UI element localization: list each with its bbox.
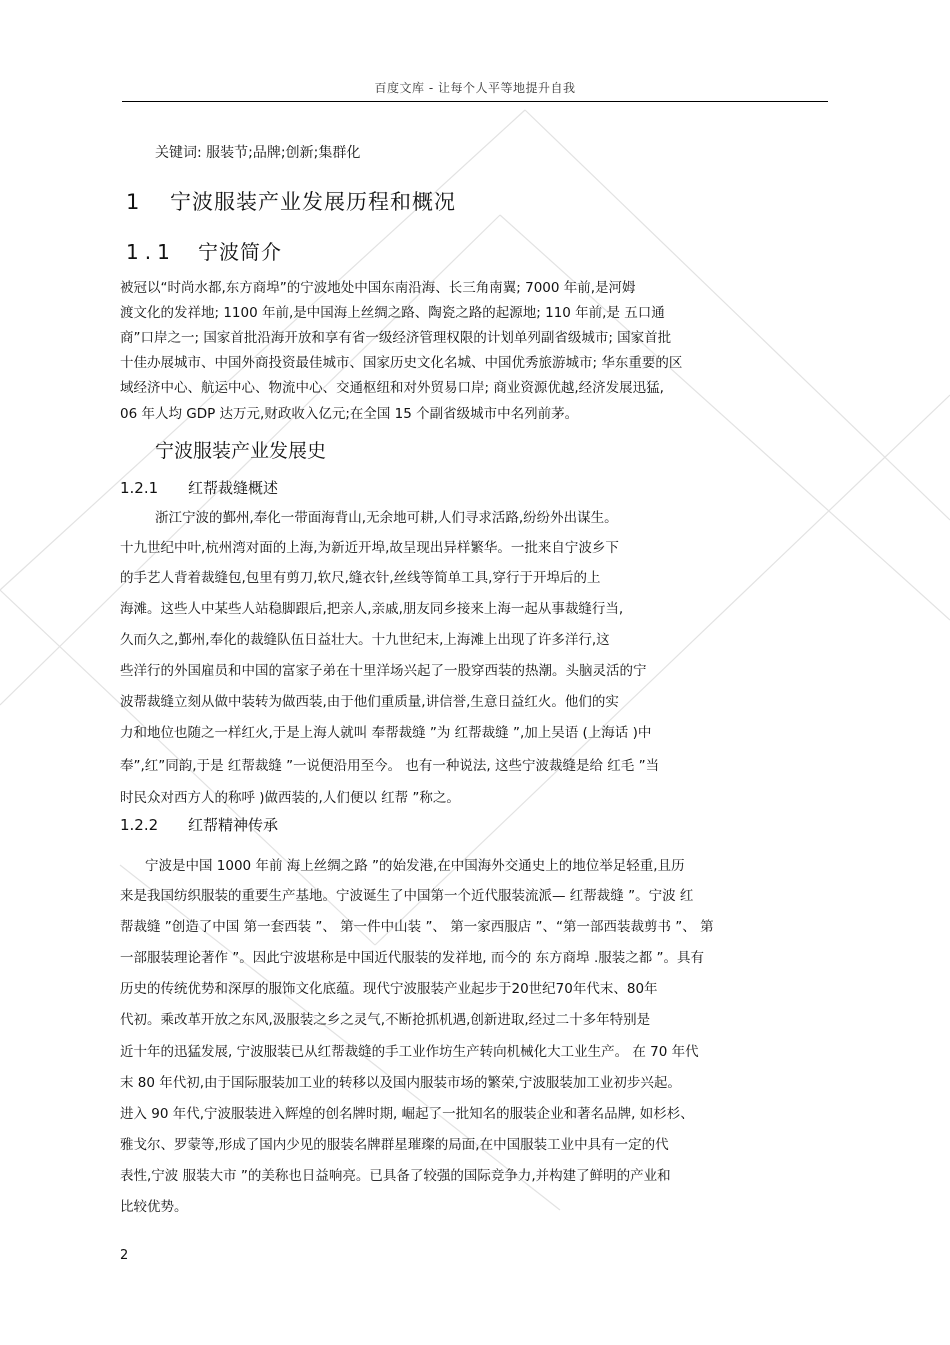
intro-line: 域经济中心、航运中心、物流中心、交通枢纽和对外贸易口岸; 商业资源优越,经济发展迅猛, <box>120 380 664 396</box>
page-number: 2 <box>120 1248 129 1263</box>
section-number: 1.2.1 <box>120 479 159 497</box>
paragraph-line: 力和地位也随之一样红火,于是上海人就叫 奉帮裁缝 ”为 红帮裁缝 ”,加上吴语 (上海话 )中 <box>120 725 652 741</box>
intro-line: 渡文化的发祥地; 1100 年前,是中国海上丝绸之路、陶瓷之路的起源地; 110 年前,是 五口通 <box>120 305 665 321</box>
section-1-2-1-heading <box>120 477 278 498</box>
section-title: 红帮裁缝概述 <box>188 479 279 497</box>
page-header: 百度文库 - 让每个人平等地提升自我 <box>122 79 828 102</box>
paragraph-line: 久而久之,鄞州,奉化的裁缝队伍日益壮大。十九世纪末,上海滩上出现了许多洋行,这 <box>120 632 610 648</box>
section-number: 1 <box>126 190 141 214</box>
paragraph-line: 宁波是中国 1000 年前 海上丝绸之路 ”的始发港,在中国海外交通史上的地位举足轻重,且历 <box>145 858 685 874</box>
paragraph-line: 比较优势。 <box>120 1199 188 1215</box>
section-number: 1.1 <box>126 240 176 264</box>
section-1-2-2-heading <box>120 814 278 835</box>
intro-line: 十佳办展城市、中国外商投资最佳城市、国家历史文化名城、中国优秀旅游城市; 华东重要的区 <box>120 355 683 371</box>
paragraph-line: 帮裁缝 ”创造了中国 第一套西装 ”、 第一件中山装 ”、 第一家西服店 ”、“第一部西装裁剪书 ”、 第 <box>120 919 714 935</box>
section-title: 红帮精神传承 <box>188 816 279 834</box>
intro-line: 被冠以“时尚水都,东方商埠”的宁波地处中国东南沿海、长三角南翼; 7000 年前,是河姆 <box>120 280 636 296</box>
paragraph-line: 十九世纪中叶,杭州湾对面的上海,为新近开埠,故呈现出异样繁华。一批来自宁波乡下 <box>120 540 619 556</box>
paragraph-line: 奉”,红”同韵,于是 红帮裁缝 ”一说便沿用至今。 也有一种说法, 这些宁波裁缝是给 红毛 ”当 <box>120 758 660 774</box>
paragraph-line: 一部服装理论著作 ”。因此宁波堪称是中国近代服装的发祥地, 而今的 东方商埠 .服装之都 ”。具有 <box>120 950 705 966</box>
intro-line: 06 年人均 GDP 达万元,财政收入亿元;在全国 15 个副省级城市中名列前茅。 <box>120 406 579 422</box>
paragraph-line: 时民众对西方人的称呼 )做西装的,人们便以 红帮 ”称之。 <box>120 790 460 806</box>
paragraph-line: 波帮裁缝立刻从做中装转为做西装,由于他们重质量,讲信誉,生意日益红火。他们的实 <box>120 694 619 710</box>
paragraph-line: 浙江宁波的鄞州,奉化一带面海背山,无余地可耕,人们寻求活路,纷纷外出谋生。 <box>155 510 618 526</box>
section-1-heading <box>126 186 456 216</box>
paragraph-line: 来是我国纺织服装的重要生产基地。宁波诞生了中国第一个近代服装流派— 红帮裁缝 ”。宁波 红 <box>120 888 694 904</box>
section-title: 宁波简介 <box>198 240 282 264</box>
section-1-1-heading <box>126 236 282 265</box>
paragraph-line: 代初。乘改革开放之东风,汲服装之乡之灵气,不断抢抓机遇,创新进取,经过二十多年特别是 <box>120 1012 651 1028</box>
paragraph-line: 末 80 年代初,由于国际服装加工业的转移以及国内服装市场的繁荣,宁波服装加工业初步兴起。 <box>120 1075 681 1091</box>
section-1-2-heading: 宁波服装产业发展史 <box>155 440 327 462</box>
paragraph-line: 的手艺人背着裁缝包,包里有剪刀,软尺,缝衣针,丝线等简单工具,穿行于开埠后的上 <box>120 570 601 586</box>
paragraph-line: 些洋行的外国雇员和中国的富家子弟在十里洋场兴起了一股穿西装的热潮。头脑灵活的宁 <box>120 663 647 679</box>
paragraph-line: 雅戈尔、罗蒙等,形成了国内少见的服装名牌群星璀璨的局面,在中国服装工业中具有一定的代 <box>120 1137 669 1153</box>
section-title: 宁波服装产业发展历程和概况 <box>170 190 456 214</box>
paragraph-line: 历史的传统优势和深厚的服饰文化底蕴。现代宁波服装产业起步于20世纪70年代末、80年 <box>120 981 658 997</box>
paragraph-line: 近十年的迅猛发展, 宁波服装已从红帮裁缝的手工业作坊生产转向机械化大工业生产。 在 70 年代 <box>120 1044 699 1060</box>
keywords-line: 关键词: 服装节;品牌;创新;集群化 <box>155 145 361 161</box>
paragraph-line: 表性,宁波 服装大市 ”的美称也日益响亮。已具备了较强的国际竞争力,并构建了鲜明的产业和 <box>120 1168 671 1184</box>
paragraph-line: 海滩。这些人中某些人站稳脚跟后,把亲人,亲戚,朋友同乡接来上海一起从事裁缝行当, <box>120 601 624 617</box>
section-number: 1.2.2 <box>120 816 159 834</box>
intro-line: 商”口岸之一; 国家首批沿海开放和享有省一级经济管理权限的计划单列副省级城市; 国家首批 <box>120 330 672 346</box>
paragraph-line: 进入 90 年代,宁波服装进入辉煌的创名牌时期, 崛起了一批知名的服装企业和著名品牌, 如杉杉、 <box>120 1106 694 1122</box>
